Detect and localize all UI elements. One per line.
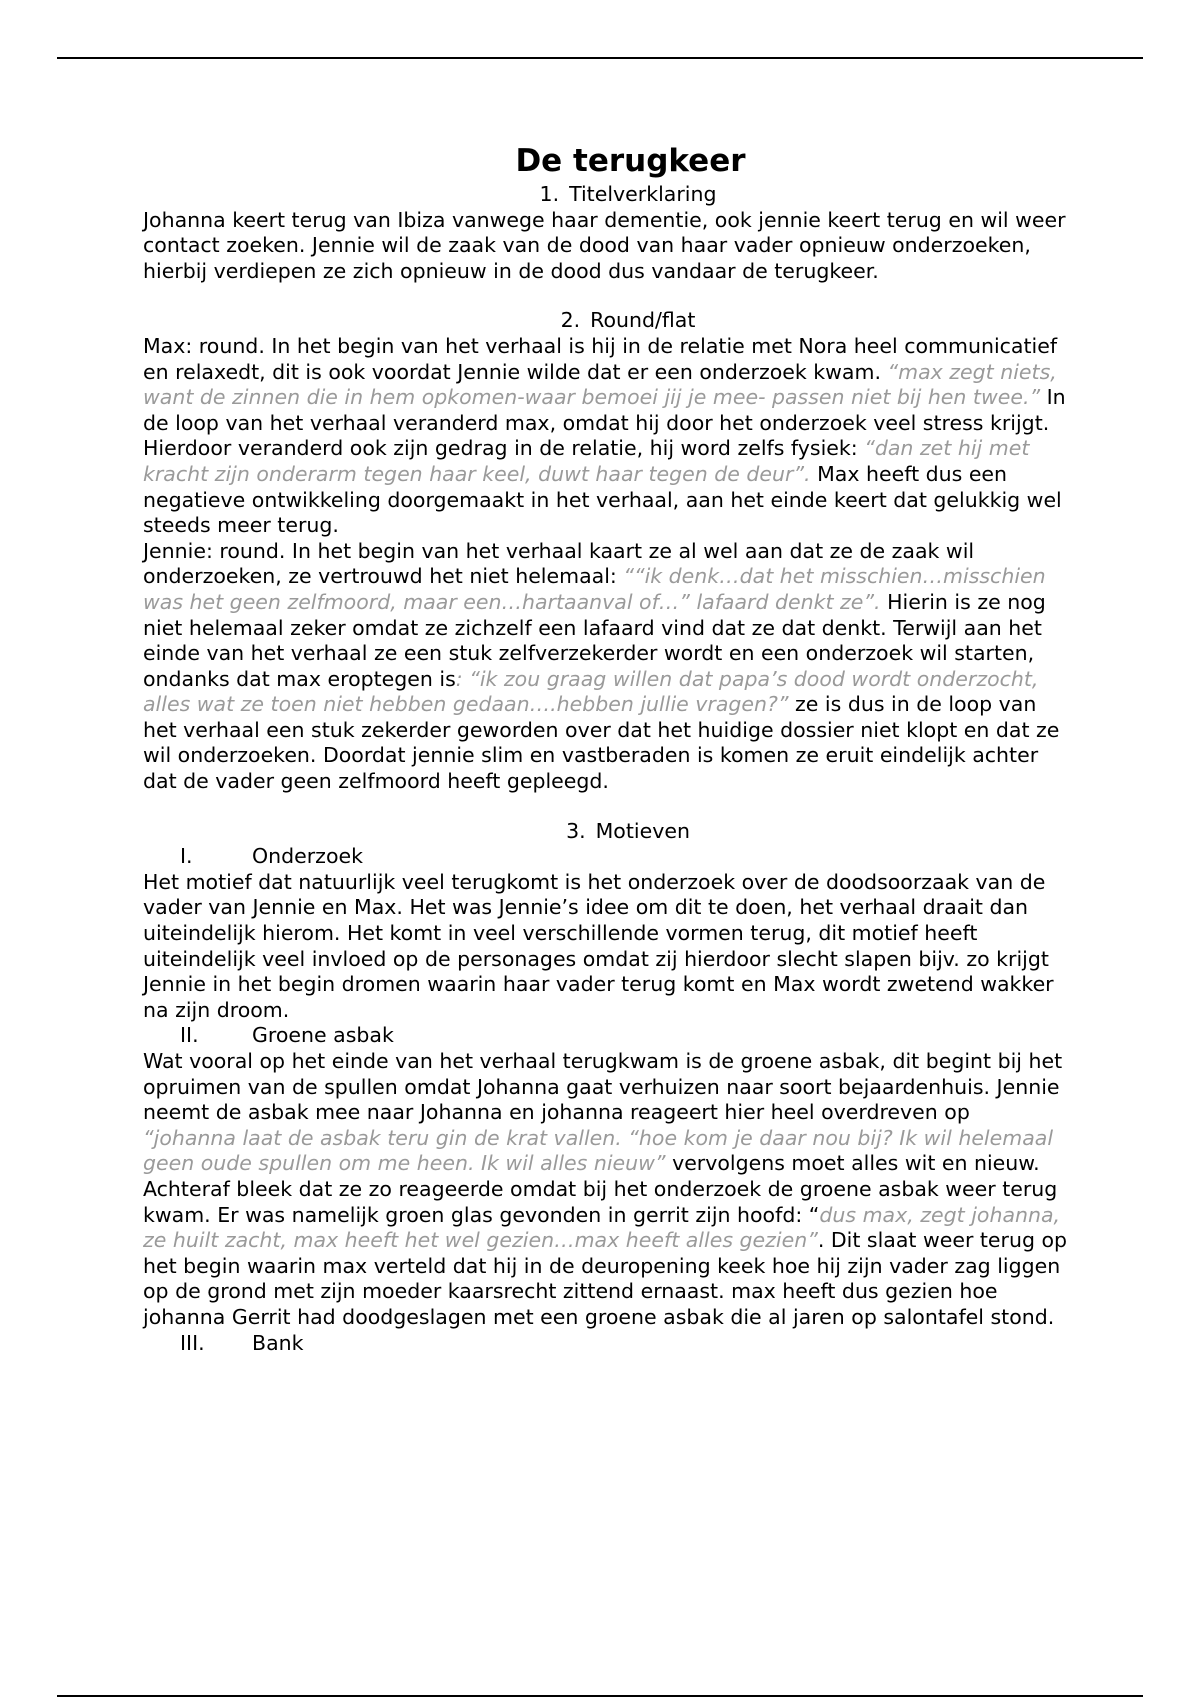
section-number: 3. bbox=[566, 818, 586, 843]
subsection-title: Onderzoek bbox=[252, 844, 363, 869]
text-run: Het motief dat natuurlijk veel terugkomt is het onderzoek over de doodsoorzaak van de vader van Jennie en Max. Het was Jennie’s idee om dit te doen, het verhaal draait dan uiteindelijk hierom. Het komt in veel verschillende vormen terug, dit motief heeft uiteindelijk veel invloed op de personages omdat zij hierdoor slecht slapen bijv. zo krijgt Jennie in het begin dromen waarin haar vader terug komt en Max wordt zwetend wakker na zijn droom. bbox=[143, 869, 1054, 1022]
subsection-number: I. bbox=[180, 844, 193, 869]
quote: “dan zet hij met kracht zijn onderarm tegen haar keel, duwt haar tegen de deur”. bbox=[143, 436, 1030, 486]
section-heading-titelverklaring bbox=[143, 182, 1068, 208]
section-title: Round/flat bbox=[590, 308, 696, 333]
text-run: Hierin is ze nog niet helemaal zeker omdat ze zichzelf een lafaard vind dat ze dat denkt. Terwijl aan het einde van het verhaal ze een stuk zelfverzekerder wordt en een onderzoek wil starten, ondanks dat max eroptegen is bbox=[143, 589, 1046, 691]
section-number: 1. bbox=[539, 182, 560, 206]
text-run: Jennie: round. In het begin van het verhaal kaart ze al wel aan dat ze de zaak wil onderzoeken, ze vertrouwd het niet helemaal: bbox=[143, 538, 975, 589]
section-number: 2. bbox=[560, 308, 581, 333]
text-run: Max heeft dus een negatieve ontwikkeling doorgemaakt in het verhaal, aan het einde keert dat gelukkig wel steeds meer terug. bbox=[143, 461, 1062, 538]
subsection-heading-bank bbox=[143, 1331, 1068, 1357]
header-rule bbox=[57, 57, 1143, 59]
paragraph-groene-asbak bbox=[143, 1049, 1068, 1331]
subsection-number: II. bbox=[180, 1023, 199, 1048]
text-run: ze is dus in de loop van het verhaal een stuk zekerder geworden over dat het huidige dossier niet klopt en dat ze wil onderzoeken. Doordat jennie slim en vastberaden is komen ze eruit eindelijk achter dat de vader geen zelfmoord heeft gepleegd. bbox=[143, 692, 1060, 794]
text-run: Wat vooral op het einde van het verhaal terugkwam is de groene asbak, dit begint bij het opruimen van de spullen omdat Johanna gaat verhuizen naar soort bejaardenhuis. Jennie neemt de asbak mee naar Johanna en johanna reageert hier heel overdreven op bbox=[143, 1049, 1063, 1125]
footer-rule bbox=[57, 1695, 1143, 1697]
quote: “max zegt niets, want de zinnen die in hem opkomen-waar bemoei jij je mee- passen niet bij hen twee.” bbox=[143, 359, 1057, 410]
subsection-title: Bank bbox=[252, 1330, 304, 1355]
subsection-heading-groene-asbak bbox=[143, 1023, 1068, 1049]
text-run: . Dit slaat weer terug op het begin waarin max verteld dat hij in de deuropening keek hoe hij zijn vader zag liggen op de grond met zijn moeder kaarsrecht zittend ernaast. max heeft dus gezien hoe johanna Gerrit had doodgeslagen met een groene asbak die al jaren op salontafel stond. bbox=[143, 1228, 1068, 1329]
section-heading-motieven bbox=[143, 819, 1068, 845]
subsection-number: III. bbox=[180, 1330, 205, 1355]
quote: : “ik zou graag willen dat papa’s dood wordt onderzocht, alles wat ze toen niet hebben gedaan….hebben jullie vragen?” bbox=[143, 666, 1039, 717]
quote: ““ik denk…dat het misschien…misschien was het geen zelfmoord, maar een…hartaanval of…” lafaard denkt ze”. bbox=[143, 564, 1046, 614]
document-body bbox=[143, 140, 1068, 1356]
section-heading-round-flat bbox=[143, 308, 1068, 334]
document-title: De terugkeer bbox=[515, 143, 746, 179]
text-run: Johanna keert terug van Ibiza vanwege haar dementie, ook jennie keert terug en wil weer contact zoeken. Jennie wil de zaak van de dood van haar vader opnieuw onderzoeken, hierbij verdiepen ze zich opnieuw in de dood dus vandaar de terugkeer. bbox=[143, 207, 1066, 283]
subsection-heading-onderzoek bbox=[143, 844, 1068, 870]
quote: “johanna laat de asbak teru gin de krat vallen. “hoe kom je daar nou bij? Ik wil helemaal geen oude spullen om me heen. Ik wil alles nieuw” bbox=[143, 1125, 1054, 1176]
text-run: In de loop van het verhaal veranderd max, omdat hij door het onderzoek veel stress krijgt. Hierdoor veranderd ook zijn gedrag in de relatie, hij word zelfs fysiek: bbox=[143, 385, 1066, 461]
text-run: vervolgens moet alles wit en nieuw. Achteraf bleek dat ze zo reageerde omdat bij het onderzoek de groene asbak weer terug kwam. Er was namelijk groen glas gevonden in gerrit zijn hoofd: “ bbox=[143, 1151, 1058, 1227]
paragraph-titelverklaring bbox=[143, 208, 1068, 285]
paragraph-jennie bbox=[143, 539, 1068, 795]
subsection-title: Groene asbak bbox=[252, 1023, 394, 1048]
quote: dus max, zegt johanna, ze huilt zacht, max heeft het wel gezien…max heeft alles gezien” bbox=[143, 1202, 1061, 1253]
paragraph-onderzoek bbox=[143, 870, 1068, 1024]
section-title: Motieven bbox=[595, 818, 690, 843]
text-run: Max: round. In het begin van het verhaal is hij in de relatie met Nora heel communicatief en relaxedt, dit is ook voordat Jennie wilde dat er een onderzoek kwam. bbox=[143, 333, 1058, 384]
section-title: Titelverklaring bbox=[569, 182, 717, 206]
paragraph-max bbox=[143, 334, 1068, 539]
